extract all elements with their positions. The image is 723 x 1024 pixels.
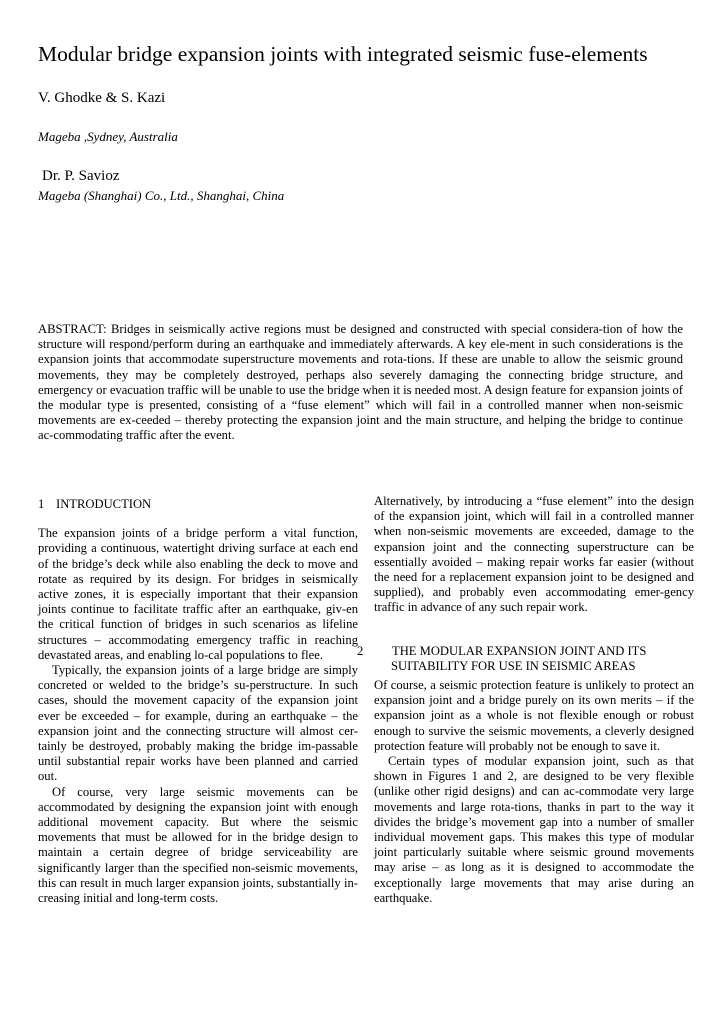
section-number: 2 <box>357 643 364 658</box>
authors-line-2: Dr. P. Savioz <box>42 168 120 184</box>
section-title: INTRODUCTION <box>56 497 152 511</box>
right-column <box>357 494 694 906</box>
abstract: ABSTRACT: Bridges in seismically active regions must be designed and constructed with special considera-tion of how the structure will respond/perform during an earthquake and immediately afterwards. A key ele-ment in such considerations is the expansion joints that accommodate superstructure movements and rota-tions. If these are unable to allow the seismic ground movements, they may be completely destroyed, perhaps also severely damaging the connecting bridge structure, and emergency or evacuation traffic will be unable to use the bridge when it is needed most. A design feature for expansion joints of the modular type is presented, consisting of a “fuse element” which will fail in a controlled manner when non-seismic movements are ex-ceeded – thereby protecting the expansion joint and the main structure, and helping the bridge to continue ac-commodating traffic after the event. <box>38 322 683 443</box>
left-column <box>38 494 358 906</box>
body-paragraph: Of course, very large seismic movements can be accommodated by designing the expansion joint with enough additional movement capacity. But where the seismic movements that must be allowed for in the bridge design to maintain a certain degree of bridge serviceability are significantly larger than the specified non-seismic movements, this can result in much larger expansion joints, substantially in- creasing initial and long-term costs. <box>38 784 358 906</box>
affiliation-2: Mageba (Shanghai) Co., Ltd., Shanghai, China <box>38 188 285 203</box>
section-heading-introduction <box>38 497 358 512</box>
section-number: 1 <box>38 497 45 511</box>
paper-title: Modular bridge expansion joints with integrated seismic fuse-elements <box>38 42 648 66</box>
body-paragraph: Alternatively, by introducing a “fuse element” into the design of the expansion joint, which will fail in a controlled manner when non-seismic movements are exceeded, damage to the expansion joint and the connecting superstructure can be essentially avoided – making repair works far easier (without the need for a replacement expansion joint to be designed and supplied), and probably even accommodating emer-gency traffic in advance of any such repair work. <box>374 494 694 615</box>
authors-line-1: V. Ghodke & S. Kazi <box>38 90 166 106</box>
body-paragraph: Certain types of modular expansion joint, such as that shown in Figures 1 and 2, are designed to be very flexible (unlike other rigid designs) and can ac-commodate very large movements and large rota-tions, thanks in part to the way it divides the bridge’s movement gap into a number of smaller individual movement gaps. This makes this type of modular joint particularly suitable where seismic ground movements may arise – as long as it is designed to accommodate the exceptionally large movements that may arise during an earthquake. <box>374 754 694 905</box>
affiliation-1: Mageba ,Sydney, Australia <box>38 129 178 144</box>
section-heading-modular-joint <box>357 643 694 674</box>
section-title: THE MODULAR EXPANSION JOINT AND ITS SUITABILITY FOR USE IN SEISMIC AREAS <box>391 643 647 673</box>
body-paragraph: Typically, the expansion joints of a large bridge are simply concreted or welded to the bridge’s su-perstructure. In such cases, should the movement capacity of the expansion joint ever be exceeded – for example, during an earthquake – the expansion joint and the connecting structure will almost cer-tainly be destroyed, probably making the bridge im-passable until substantial repair works have been planned and carried out. <box>38 663 358 784</box>
body-paragraph: The expansion joints of a bridge perform a vital function, providing a continuous, watertight driving surface at each end of the bridge’s deck while also enabling the deck to move and rotate as required by its design. For bridges in seismically active zones, it is especially important that their expansion joints continue to facilitate traffic after an earthquake, giv-en the critical function of bridges in such scenarios as lifeline structures – accommodating emergency traffic in reaching devastated areas, and enabling lo-cal populations to flee. <box>38 526 358 662</box>
body-paragraph: Of course, a seismic protection feature is unlikely to protect an expansion joint and a bridge purely on its own merits – if the expansion joint as a whole is not flexible enough or robust enough to survive the seismic movements, a cleverly designed protection feature will probably not be enough to save it. <box>374 678 694 753</box>
